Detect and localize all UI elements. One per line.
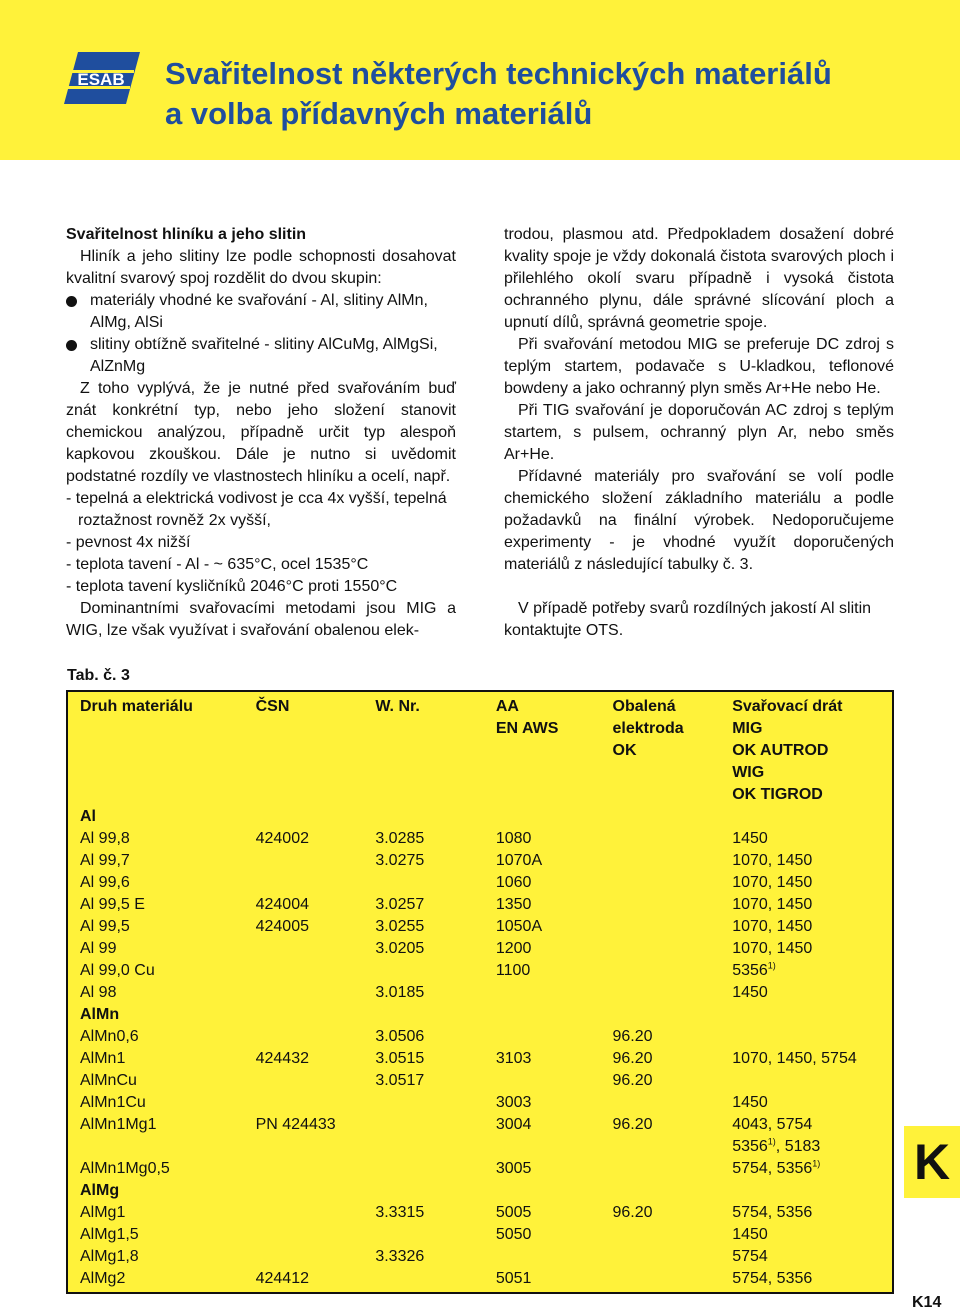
table-cell: 1070, 1450: [732, 852, 813, 869]
paragraph-methods: [66, 598, 456, 642]
table-row: [80, 872, 892, 894]
paragraph-contact: V případě potřeby svarů rozdílných jakostí Al slitin kontaktujte OTS.: [504, 600, 872, 639]
text-column-left: [66, 224, 456, 642]
table-cell: 3.0205: [375, 940, 425, 957]
table-row: [80, 1268, 892, 1290]
table-cell: [256, 850, 376, 872]
table-group-row: [80, 1004, 892, 1026]
table-cell: 1100: [495, 962, 531, 979]
table-cell: [375, 872, 496, 894]
table-cell: 1450: [732, 1226, 768, 1243]
table-row: [80, 1202, 892, 1224]
table-cell: AlMg1: [80, 1204, 126, 1221]
table-cell: 96.20: [612, 1050, 653, 1067]
table-cell: 3.3315: [375, 1204, 425, 1221]
table-cell: 3103: [495, 1050, 532, 1067]
table-cell: 1050A: [495, 918, 543, 935]
table-group-row: [80, 1180, 892, 1202]
table-cell: 3005: [495, 1160, 532, 1177]
table-cell: 3.0275: [375, 852, 425, 869]
table-cell: 424005: [255, 918, 309, 935]
intro-paragraph: Hliník a jeho slitiny lze podle schopnosti dosahovat kvalitní svarový spoj rozdělit do dvou skupin:: [66, 248, 456, 287]
table-cell: 4043, 5754: [732, 1116, 813, 1133]
esab-logo: [64, 52, 140, 104]
table-cell: 1200: [495, 940, 532, 957]
table-cell: [613, 1136, 733, 1180]
table-cell: [732, 1026, 892, 1048]
table-cell: [256, 960, 376, 982]
table-cell: [496, 982, 613, 1004]
table-cell: 1060: [495, 874, 532, 891]
table-cell: 1080: [495, 830, 532, 847]
table-row: [80, 828, 892, 850]
table-cell: [375, 1092, 496, 1114]
table-cell: AlMn1: [80, 1050, 126, 1067]
table-cell: 1450: [732, 1094, 768, 1111]
table-cell: [613, 938, 733, 960]
table-cell: [496, 1026, 613, 1048]
table-cell: 424412: [255, 1270, 309, 1287]
table-cell: [496, 1070, 613, 1092]
table-cell: [732, 1070, 892, 1092]
table-cell: 3.0517: [375, 1072, 425, 1089]
table-cell: 96.20: [612, 1028, 653, 1045]
column-header-line: ČSN: [255, 698, 290, 715]
table-cell: [256, 982, 376, 1004]
table-row: [80, 1114, 892, 1136]
table-cell: [375, 1224, 496, 1246]
table-body: [80, 806, 892, 1290]
table-cell: 5754: [732, 1248, 768, 1265]
table-cell: 424004: [255, 896, 309, 913]
table-cell: Al 99,0 Cu: [80, 962, 155, 979]
table-cell: 5051: [495, 1270, 532, 1287]
column-header-4: [496, 696, 613, 806]
table-cell: AlMn0,6: [80, 1028, 139, 1045]
text-column-right-visible: [504, 224, 894, 642]
table-cell: Al 99,5 E: [80, 896, 145, 913]
table-cell: 3.3326: [375, 1248, 425, 1265]
table-cell: [613, 982, 733, 1004]
title-line-2: a volba přídavných materiálů: [165, 96, 593, 131]
table-cell: [256, 1070, 376, 1092]
paragraph-mig: Při svařování metodou MIG se preferuje DC zdroj s teplým startem, podavače s U-kladkou, teflonové bowdeny a jako ochranný plyn směs Ar+He nebo He.: [504, 336, 894, 397]
paragraph-filler: Přídavné materiály pro svařování se volí podle chemického složení základního materiálu a podle požadavků na finální výrobek. Nedoporučujeme experimenty - je vhodné využít doporučených materiálů z následující tabulky č. 3.: [504, 468, 894, 573]
column-header-line: elektroda: [612, 720, 684, 737]
table-cell: [256, 1092, 376, 1114]
table-cell: Al 99,6: [80, 874, 130, 891]
table-cell: [613, 828, 733, 850]
column-header-1: [80, 696, 256, 806]
table-cell: [256, 938, 376, 960]
table-cell: 3.0257: [375, 896, 425, 913]
column-header-line: MIG: [732, 720, 763, 737]
page-title: [165, 54, 832, 134]
table-cell: 96.20: [612, 1204, 653, 1221]
table-cell: 3.0185: [375, 984, 425, 1001]
column-header-3: [375, 696, 496, 806]
table-caption: Tab. č. 3: [67, 667, 130, 684]
table-cell: [613, 1092, 733, 1114]
table-cell: [256, 1202, 376, 1224]
table-cell: 5005: [495, 1204, 532, 1221]
table-cell: 3003: [495, 1094, 532, 1111]
paragraph-tig: Při TIG svařování je doporučován AC zdroj s teplým startem, s pulsem, ochranný plyn Ar, nebo směs Ar+He.: [504, 402, 894, 463]
table-row: [80, 1048, 892, 1070]
table-cell: 96.20: [612, 1072, 653, 1089]
table-cell: AlMg1,8: [80, 1248, 139, 1265]
table-cell: [613, 894, 733, 916]
section-tab-k: K: [904, 1126, 960, 1198]
table-cell: 424002: [255, 830, 309, 847]
table-cell: 5356$^{1)}$: [732, 960, 776, 979]
table-cell: [613, 916, 733, 938]
table-cell: [375, 1268, 496, 1290]
table-cell: AlMnCu: [80, 1072, 137, 1089]
table-cell: 1070, 1450: [732, 918, 813, 935]
dash-melting-point: - teplota tavení - Al - ~ 635°C, ocel 1535°C: [66, 556, 369, 573]
table-row: [80, 1026, 892, 1048]
materials-table: [80, 696, 892, 1290]
table-cell: [613, 872, 733, 894]
table-cell: 1070, 1450, 5754: [732, 1050, 857, 1067]
group-label: AlMg: [80, 1182, 120, 1199]
table-cell: [613, 1268, 733, 1290]
table-cell: AlMg2: [80, 1270, 126, 1287]
table-row: [80, 1246, 892, 1268]
table-row: [80, 894, 892, 916]
column-header-6: [732, 696, 892, 806]
column-header-line: OK AUTROD: [732, 742, 829, 759]
table-cell: AlMn1Mg0,5: [80, 1160, 170, 1177]
dash-conductivity: - tepelná a elektrická vodivost je cca 4x vyšší, tepelná roztažnost rovněž 2x vyšší,: [66, 490, 447, 529]
logo-text: ESAB: [77, 70, 125, 89]
table-cell: Al 98: [80, 984, 117, 1001]
table-cell: [613, 1224, 733, 1246]
group-label: Al: [80, 808, 96, 825]
table-cell: AlMn1Cu: [80, 1094, 146, 1111]
dash-strength: - pevnost 4x nižší: [66, 534, 191, 551]
table-cell: 1450: [732, 984, 768, 1001]
table-cell: [375, 1114, 496, 1136]
paragraph-methods-continued: trodou, plasmou atd. Předpokladem dosažení dobré kvality spoje je vždy dokonalá čistota svarových ploch i přilehlého okolí svaru případně i vysoká čistota ochranného plynu, dále správné slícování ploch a upnutí dílů, správná geometrie spoje.: [504, 226, 894, 331]
table-cell: [613, 960, 733, 982]
column-header-line: W. Nr.: [375, 698, 420, 715]
table-cell: [375, 1136, 496, 1180]
table-row: [80, 1224, 892, 1246]
table-cell: 424432: [255, 1050, 309, 1067]
column-header-line: EN AWS: [495, 720, 559, 737]
table-row: [80, 960, 892, 982]
table-group-row: [80, 806, 892, 828]
table-cell: 5754, 5356: [732, 1204, 813, 1221]
table-row: [80, 916, 892, 938]
table-cell: Al 99: [80, 940, 117, 957]
table-cell: [256, 1246, 376, 1268]
table-cell: PN 424433: [255, 1116, 336, 1133]
table-row: [80, 1136, 892, 1180]
table-cell: 3.0506: [375, 1028, 425, 1045]
table-cell: 1070, 1450: [732, 896, 813, 913]
table-row: [80, 938, 892, 960]
table-cell: [256, 1026, 376, 1048]
header-band: [0, 0, 960, 160]
table-cell: 1070, 1450: [732, 940, 813, 957]
table-cell: [613, 1246, 733, 1268]
table-cell: 1070A: [495, 852, 543, 869]
table-cell: [256, 1224, 376, 1246]
table-cell: [375, 960, 496, 982]
table-cell: 3.0255: [375, 918, 425, 935]
table-row: [80, 1070, 892, 1092]
table-cell: AlMn1Mg1: [80, 1116, 157, 1133]
table-cell: Al 99,5: [80, 918, 130, 935]
table-cell: AlMg1,5: [80, 1226, 139, 1243]
section-heading: Svařitelnost hliníku a jeho slitin: [66, 226, 307, 243]
bullet-difficult: slitiny obtížně svařitelné - slitiny AlCuMg, AlMgSi, AlZnMg: [66, 334, 456, 378]
table-row: [80, 1092, 892, 1114]
column-header-2: [256, 696, 376, 806]
paragraph-properties: Z toho vyplývá, že je nutné před svařováním buď znát konkrétní typ, nebo jeho složení stanovit chemickou analýzou, případně určit typ alespoň kapkovou zkouškou. Dále je nutno si uvědomit podstatné rozdíly ve vlastnostech hliníku a ocelí, např.: [66, 380, 456, 485]
column-header-line: OK: [612, 742, 637, 759]
table-cell: 1450: [732, 830, 768, 847]
table-cell: 3.0515: [375, 1050, 425, 1067]
table-cell: Al 99,7: [80, 852, 130, 869]
column-header-line: WIG: [732, 764, 765, 781]
table-cell: 5050: [495, 1226, 532, 1243]
table-cell: Al 99,8: [80, 830, 130, 847]
table-cell: 1350: [495, 896, 532, 913]
column-header-line: Druh materiálu: [80, 698, 193, 715]
table-row: [80, 850, 892, 872]
table-cell: [613, 850, 733, 872]
group-label: AlMn: [80, 1006, 120, 1023]
table-cell: [496, 1246, 613, 1268]
table-cell: [256, 872, 376, 894]
dash-oxide-melting: - teplota tavení kysličníků 2046°C proti 1550°C: [66, 578, 398, 595]
column-header-line: AA: [495, 698, 519, 715]
column-header-line: Svařovací drát: [732, 698, 843, 715]
column-header-5: [613, 696, 733, 806]
materials-table-box: [66, 690, 894, 1294]
table-cell: 3.0285: [375, 830, 425, 847]
table-cell: 1070, 1450: [732, 874, 813, 891]
title-line-1: Svařitelnost některých technických materiálů: [165, 56, 832, 91]
table-header-row: [80, 696, 892, 806]
table-cell: 5754, 5356: [732, 1270, 813, 1287]
table-cell: 96.20: [612, 1116, 653, 1133]
table-cell: [256, 1136, 376, 1180]
page-number: K14: [912, 1294, 942, 1311]
table-cell: 5356$^{1)}$, 5183 5754, 5356$^{1)}$: [732, 1136, 821, 1177]
column-header-line: OK TIGROD: [732, 786, 823, 803]
bullet-suitable: materiály vhodné ke svařování - Al, slitiny AlMn, AlMg, AlSi: [66, 290, 456, 334]
table-row: [80, 982, 892, 1004]
column-header-line: Obalená: [612, 698, 676, 715]
paragraph-methods-text: Dominantními svařovacími metodami jsou MIG a WIG, lze však využívat i svařování obalenou elek-: [66, 600, 456, 639]
table-cell: 3004: [495, 1116, 532, 1133]
